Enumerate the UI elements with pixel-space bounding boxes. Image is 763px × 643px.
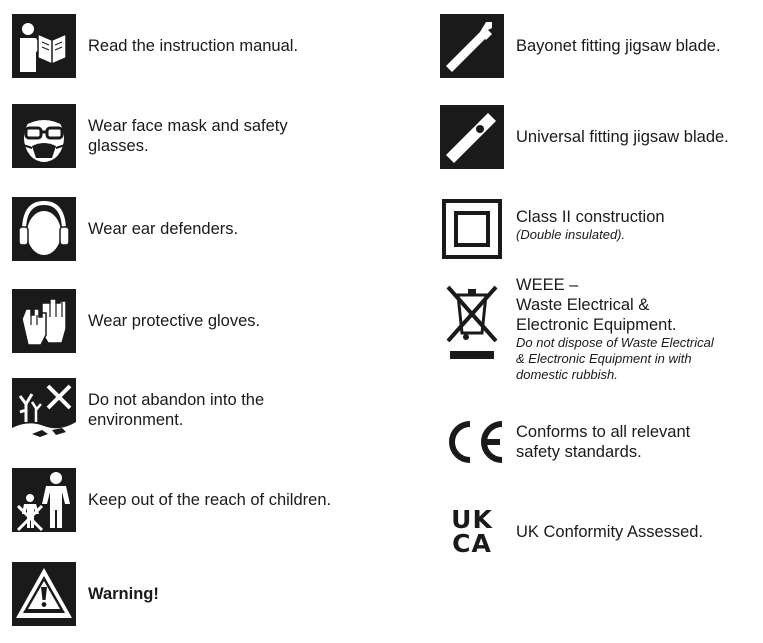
- manual-text: Read the instruction manual.: [88, 37, 299, 55]
- symbol-row-gloves: [12, 289, 260, 353]
- bayonet-blade-icon: [440, 14, 504, 78]
- class-ii-icon: [440, 197, 504, 261]
- ukca-mark-icon: [440, 500, 504, 564]
- ukca-mark-bottom: CA: [452, 529, 492, 558]
- warning-triangle-icon: [12, 562, 76, 626]
- ukca-text: UK Conformity Assessed.: [516, 523, 704, 541]
- symbol-row-universal: [440, 105, 729, 169]
- universal-text: Universal fitting jigsaw blade.: [516, 128, 729, 146]
- ce-line1: Conforms to all relevant: [516, 423, 691, 441]
- face-mask-glasses-icon: [12, 104, 76, 168]
- read-manual-icon: [12, 14, 76, 78]
- class2-title: Class II construction: [516, 208, 665, 226]
- ear-text: Wear ear defenders.: [88, 220, 239, 238]
- symbol-row-weee: [440, 275, 714, 383]
- env-text: [88, 390, 264, 430]
- universal-blade-icon: [440, 105, 504, 169]
- class2-note: (Double insulated).: [516, 227, 626, 242]
- weee-text: [516, 275, 714, 383]
- children-text: Keep out of the reach of children.: [88, 491, 332, 509]
- symbol-row-ukca: [440, 500, 703, 564]
- gloves-text: Wear protective gloves.: [88, 312, 261, 330]
- weee-note2: & Electronic Equipment in with: [516, 351, 692, 366]
- environment-icon: [12, 378, 76, 442]
- ce-mark-icon: [440, 410, 504, 474]
- warning-text: Warning!: [88, 585, 159, 603]
- symbol-row-ce: [440, 410, 690, 474]
- class2-text: [516, 207, 665, 243]
- weee-note3: domestic rubbish.: [516, 367, 618, 382]
- symbol-row-bayonet: [440, 14, 721, 78]
- weee-note1: Do not dispose of Waste Electrical: [516, 335, 714, 350]
- ear-defenders-icon: [12, 197, 76, 261]
- ce-text: [516, 422, 690, 462]
- weee-line1: Waste Electrical &: [516, 296, 650, 314]
- weee-bin-icon: [440, 275, 504, 365]
- mask-text-line2: glasses.: [88, 137, 149, 155]
- mask-text: [88, 116, 288, 156]
- weee-line2: Electronic Equipment.: [516, 316, 677, 334]
- symbol-row-class2: [440, 197, 665, 261]
- children-icon: [12, 468, 76, 532]
- symbol-row-children: [12, 468, 331, 532]
- env-text-line2: environment.: [88, 411, 184, 429]
- symbol-row-env: [12, 378, 264, 442]
- symbol-row-manual: [12, 14, 298, 78]
- bayonet-text: Bayonet fitting jigsaw blade.: [516, 37, 721, 55]
- env-text-line1: Do not abandon into the: [88, 391, 265, 409]
- symbol-row-ear: [12, 197, 238, 261]
- symbol-row-warning: [12, 562, 159, 626]
- ukca-mark-top: UK: [451, 505, 493, 534]
- ce-line2: safety standards.: [516, 443, 642, 461]
- mask-text-line1: Wear face mask and safety: [88, 117, 288, 135]
- symbol-row-mask: [12, 104, 288, 168]
- gloves-icon: [12, 289, 76, 353]
- weee-title: WEEE –: [516, 276, 579, 294]
